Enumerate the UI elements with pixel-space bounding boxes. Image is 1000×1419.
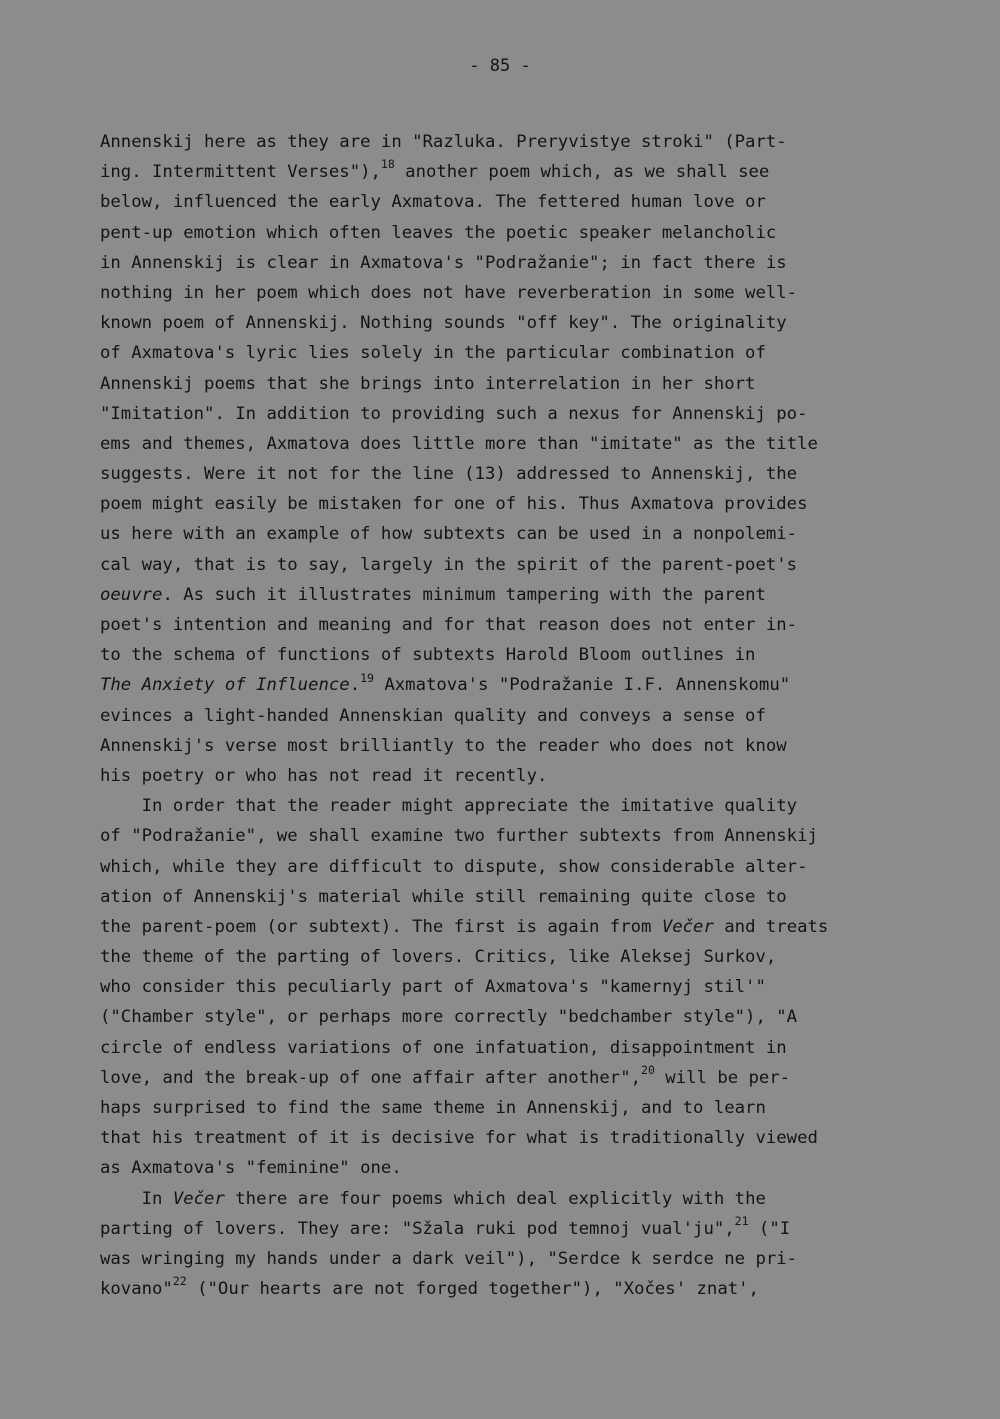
italic-title: oeuvre <box>100 584 163 605</box>
text-line <box>100 399 925 429</box>
text-line <box>100 550 925 580</box>
text-line <box>100 1214 925 1244</box>
text-run: ems and themes, Axmatova does little more than "imitate" as the title <box>100 433 818 454</box>
text-run: ("Our hearts are not forged together"), "Xočes' znat', <box>186 1279 759 1300</box>
text-line <box>100 912 925 942</box>
text-line <box>100 218 925 248</box>
text-run: and treats <box>713 916 829 937</box>
text-line <box>100 369 925 399</box>
text-run: In <box>100 1188 173 1209</box>
text-run: Annenskij poems that she brings into interrelation in her short <box>100 373 756 394</box>
text-line <box>100 489 925 519</box>
text-line <box>100 942 925 972</box>
text-run: circle of endless variations of one infatuation, disappointment in <box>100 1037 787 1058</box>
text-line <box>100 670 925 700</box>
text-run: "Imitation". In addition to providing such a nexus for Annenskij po- <box>100 403 808 424</box>
text-run: another poem which, as we shall see <box>394 162 770 183</box>
text-line <box>100 278 925 308</box>
text-line <box>100 338 925 368</box>
text-run: haps surprised to find the same theme in Annenskij, and to learn <box>100 1098 766 1118</box>
text-run: of Axmatova's lyric lies solely in the particular combination of <box>100 343 766 364</box>
text-run: love, and the break-up of one affair after another", <box>100 1067 642 1088</box>
text-run: ("Chamber style", or perhaps more correctly "bedchamber style"), "A <box>100 1007 798 1028</box>
footnote-ref: 19 <box>360 670 374 685</box>
text-run: will be per- <box>654 1067 791 1088</box>
text-line <box>100 1274 925 1304</box>
text-line <box>100 1033 925 1063</box>
text-line <box>100 308 925 338</box>
text-run: pent-up emotion which often leaves the poetic speaker melancholic <box>100 222 777 243</box>
text-line <box>100 1184 925 1214</box>
italic-title: Večer <box>172 1188 225 1209</box>
text-run: poet's intention and meaning and for that reason does not enter in- <box>100 615 798 635</box>
text-run: the parent-poem (or subtext). The first is again from <box>100 916 662 937</box>
page-number: - 85 - <box>469 56 531 76</box>
text-run: nothing in her poem which does not have reverberation in some well- <box>100 282 798 303</box>
text-run: ation of Annenskij's material while still remaining quite close to <box>100 886 787 907</box>
text-line <box>100 429 925 459</box>
text-line <box>100 852 925 882</box>
text-line <box>100 127 925 157</box>
text-line <box>100 821 925 851</box>
text-line <box>100 701 925 731</box>
text-line <box>100 1002 925 1032</box>
text-run: there are four poems which deal explicitly with the <box>224 1188 766 1209</box>
text-run: as Axmatova's "feminine" one. <box>100 1158 402 1179</box>
text-run: below, influenced the early Axmatova. The fettered human love or <box>100 192 766 213</box>
text-run: parting of lovers. They are: "Sžala ruki pod temnoj vual'ju", <box>100 1218 735 1239</box>
text-line <box>100 1153 925 1183</box>
text-line <box>100 580 925 610</box>
text-line <box>100 791 925 821</box>
footnote-ref: 20 <box>641 1063 655 1078</box>
text-line <box>100 1244 925 1274</box>
text-line <box>100 248 925 278</box>
text-line <box>100 761 925 791</box>
text-run: Annenskij's verse most brilliantly to the reader who does not know <box>100 735 787 756</box>
text-run: . As such it illustrates minimum tampering with the parent <box>162 584 766 605</box>
text-line <box>100 972 925 1002</box>
text-run: to the schema of functions of subtexts Harold Bloom outlines in <box>100 645 756 666</box>
text-run: Axmatova's "Podražanie I.F. Annenskomu" <box>373 675 791 696</box>
text-run: his poetry or who has not read it recently. <box>100 765 548 786</box>
footnote-ref: 22 <box>172 1274 187 1289</box>
body-text <box>100 127 925 1304</box>
text-run: evinces a light-handed Annenskian quality and conveys a sense of <box>100 705 766 726</box>
text-run: ing. Intermittent Verses"), <box>100 162 381 183</box>
text-line <box>100 610 925 640</box>
text-run: kovano" <box>100 1279 173 1300</box>
text-run: was wringing my hands under a dark veil"), "Serdce k serdce ne pri- <box>100 1248 798 1269</box>
text-line <box>100 157 925 187</box>
text-line <box>100 187 925 217</box>
text-run: Annenskij here as they are in "Razluka. Preryvistye stroki" (Part- <box>100 132 787 152</box>
text-run: ("I <box>748 1218 791 1239</box>
text-line <box>100 1063 925 1093</box>
footnote-ref: 18 <box>380 157 395 172</box>
text-run: in Annenskij is clear in Axmatova's "Podražanie"; in fact there is <box>100 252 787 273</box>
text-run: which, while they are difficult to dispute, show considerable alter- <box>100 856 808 877</box>
text-run: poem might easily be mistaken for one of his. Thus Axmatova provides <box>100 494 808 515</box>
text-line <box>100 459 925 489</box>
text-run: In order that the reader might appreciate the imitative quality <box>100 796 798 817</box>
text-run: us here with an example of how subtexts can be used in a nonpolemi- <box>100 524 798 545</box>
text-run: cal way, that is to say, largely in the spirit of the parent-poet's <box>100 554 798 575</box>
text-line <box>100 731 925 761</box>
italic-title: The Anxiety of Influence <box>100 675 350 696</box>
text-run: that his treatment of it is decisive for what is traditionally viewed <box>100 1128 818 1149</box>
footnote-ref: 21 <box>734 1213 749 1228</box>
text-line <box>100 882 925 912</box>
text-run: who consider this peculiarly part of Axmatova's "kamernyj stil'" <box>100 977 766 998</box>
text-run: of "Podražanie", we shall examine two further subtexts from Annenskij <box>100 826 818 847</box>
text-line <box>100 519 925 549</box>
italic-title: Večer <box>661 916 714 937</box>
text-run: suggests. Were it not for the line (13) addressed to Annenskij, the <box>100 464 798 485</box>
text-line <box>100 1123 925 1153</box>
text-run: . <box>349 675 361 696</box>
text-line <box>100 640 925 670</box>
text-run: the theme of the parting of lovers. Critics, like Aleksej Surkov, <box>100 947 777 968</box>
text-run: known poem of Annenskij. Nothing sounds "off key". The originality <box>100 313 787 334</box>
text-line <box>100 1093 925 1123</box>
